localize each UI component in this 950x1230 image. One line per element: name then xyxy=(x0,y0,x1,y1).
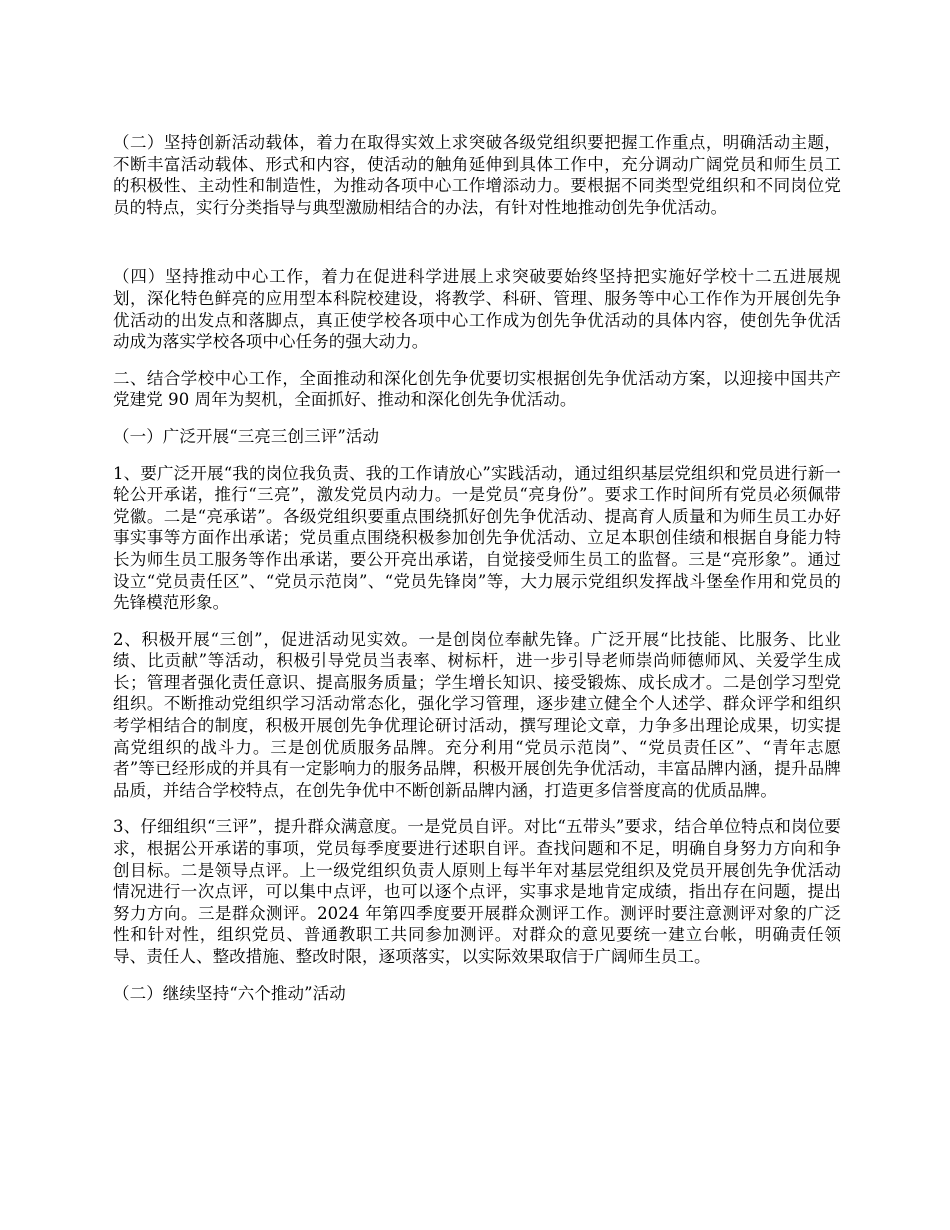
paragraph-item-3-three-ping: 3、仔细组织“三评”，提升群众满意度。一是党员自评。对比“五带头”要求，结合单位特点和岗位要求，根据公开承诺的事项，党员每季度要进行述职自评。查找问题和不足，明确自身努力方向和争创目标。二是领导点评。上一级党组织负责人原则上每半年对基层党组织及党员开展创先争优活动情况进行一次点评，可以集中点评，也可以逐个点评，实事求是地肯定成绩，指出存在问题，提出努力方向。三是群众测评。2024 年第四季度要开展群众测评工作。测评时要注意测评对象的广泛性和针对性，组织党员、普通教职工共同参加测评。对群众的意见要统一建立台帐，明确责任领导、责任人、整改措施、整改时限，逐项落实，以实际效果取信于广阔师生员工。 xyxy=(113,817,841,966)
paragraph-item-1-three-liang: 1、要广泛开展“我的岗位我负责、我的工作请放心”实践活动，通过组织基层党组织和党员进行新一轮公开承诺，推行“三亮”，激发党员内动力。一是党员“亮身份”。要求工作时间所有党员必须佩带党徽。二是“亮承诺”。各级党组织要重点围绕抓好创先争优活动、提高育人质量和为师生员工办好事实事等方面作出承诺；党员重点围绕积极参加创先争优活动、立足本职创佳绩和根据自身能力特长为师生员工服务等作出承诺，要公开亮出承诺，自觉接受师生员工的监督。三是“亮形象”。通过设立“党员责任区”、“党员示范岗”、“党员先锋岗”等，大力展示党组织发挥战斗堡垒作用和党员的先锋模范形象。 xyxy=(113,463,841,613)
paragraph-item-2-three-chuang: 2、积极开展“三创”，促进活动见实效。一是创岗位奉献先锋。广泛开展“比技能、比服务、比业绩、比贡献”等活动，积极引导党员当表率、树标杆，进一步引导老师崇尚师德师风、关爱学生成长；管理者强化责任意识、提高服务质量；学生增长知识、接受锻炼、成长成才。二是创学习型党组织。不断推动党组织学习活动常态化，强化学习管理，逐步建立健全个人述学、群众评学和组织考学相结合的制度，积极开展创先争优理论研讨活动，撰写理论文章，力争多出理论成果，切实提高党组织的战斗力。三是创优质服务品牌。充分利用“党员示范岗”、“党员责任区”、“青年志愿者”等已经形成的并具有一定影响力的服务品牌，积极开展创先争优活动，丰富品牌内涵，提升品牌品质，并结合学校特点，在创先争优中不断创新品牌内涵，打造更多信誉度高的优质品牌。 xyxy=(113,629,841,800)
subheading-three-liang-three-chuang-three-ping: （一）广泛开展“三亮三创三评”活动 xyxy=(113,426,380,446)
document-body xyxy=(113,132,841,1004)
paragraph-promote-central-work: （四）坚持推动中心工作，着力在促进科学进展上求突破要始终坚持把实施好学校十二五进展规划，深化特色鲜亮的应用型本科院校建设，将教学、科研、管理、服务等中心工作作为开展创先争优活动的出发点和落脚点，真正使学校各项中心工作成为创先争优活动的具体内容，使创先争优活动成为落实学校各项中心任务的强大动力。 xyxy=(113,267,841,352)
subheading-six-promotions: （二）继续坚持“六个推动”活动 xyxy=(113,983,346,1003)
paragraph-innovation-activity-carrier: （二）坚持创新活动载体，着力在取得实效上求突破各级党组织要把握工作重点，明确活动主题，不断丰富活动载体、形式和内容，使活动的触角延伸到具体工作中，充分调动广阔党员和师生员工的积极性、主动性和制造性，为推动各项中心工作增添动力。要根据不同类型党组织和不同岗位党员的特点，实行分类指导与典型激励相结合的办法，有针对性地推动创先争优活动。 xyxy=(113,133,841,217)
paragraph-section-two-heading: 二、结合学校中心工作，全面推动和深化创先争优要切实根据创先争优活动方案，以迎接中国共产党建党 90 周年为契机，全面抓好、推动和深化创先争优活动。 xyxy=(113,368,841,410)
